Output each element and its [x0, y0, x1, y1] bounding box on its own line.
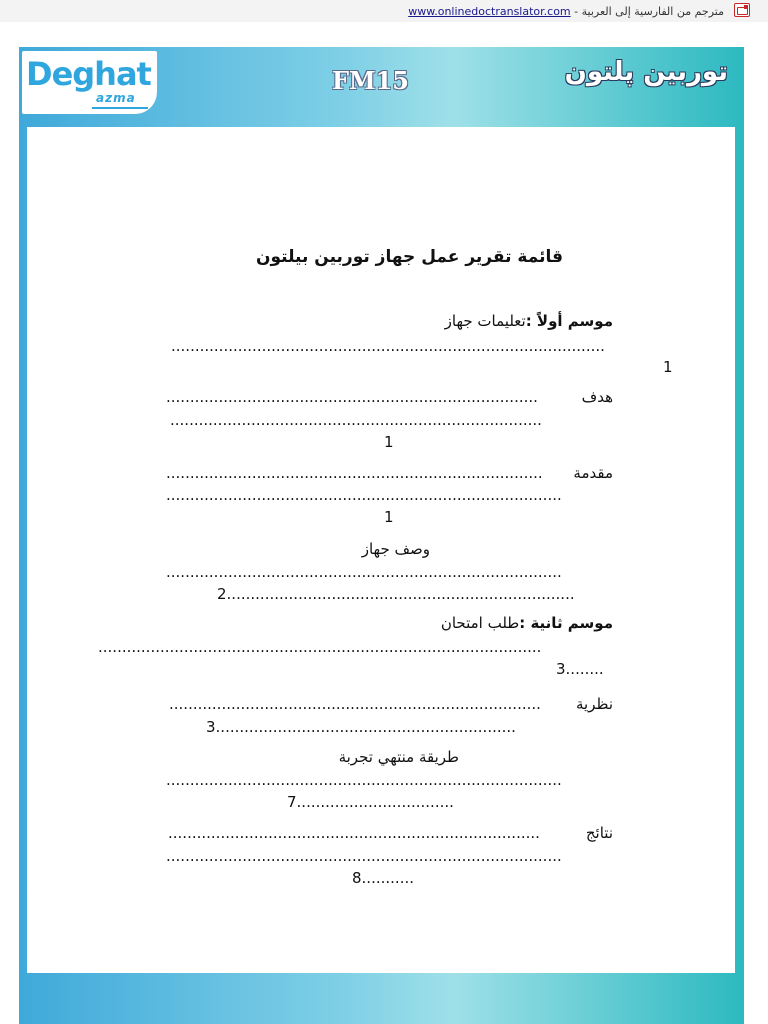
section-one-text: تعليمات جهاز [444, 312, 526, 330]
pdf-icon[interactable] [734, 3, 750, 17]
toc-dots: ................................................................................... [166, 486, 562, 504]
toc-dots: .............................................................................. [170, 411, 542, 429]
document-title: قائمة تقرير عمل جهاز توربين بيلتون [256, 247, 563, 267]
toc-page-number: 1 [663, 358, 673, 376]
toc-dots: .............................................................................. [169, 695, 541, 713]
form-code: FM15 [332, 66, 410, 95]
toc-dots: 7................................. [287, 793, 454, 811]
toc-dots: ................................................................................... [166, 847, 562, 865]
logo-wordmark: Deghat [26, 55, 151, 93]
toc-label-theory: نظرية [576, 695, 613, 713]
toc-page-number: 8........... [352, 869, 414, 887]
company-logo [22, 51, 157, 114]
toc-dots: .............................................................................. [168, 824, 540, 842]
section-two-label: موسم ثانية : [519, 614, 613, 632]
toc-label-method: طريقة منتهي تجربة [338, 748, 459, 766]
section-two-text: طلب امتحان [440, 614, 520, 632]
toc-label-goal: هدف [581, 388, 613, 406]
toc-dots: ................................................................................... [166, 771, 562, 789]
toc-label-description: وصف جهاز [361, 540, 430, 558]
translator-description: مترجم من الفارسية إلى العربية [581, 5, 724, 18]
header-title: توربين پلتون [564, 57, 728, 87]
banner-separator: - [570, 5, 582, 18]
toc-label-intro: مقدمة [573, 464, 613, 482]
section-one-label: موسم أولاً : [525, 312, 613, 330]
toc-label-results: نتائج [585, 824, 613, 842]
translator-note [408, 5, 724, 18]
toc-dots: .............................................................................. [166, 388, 538, 406]
toc-page-number: 1 [384, 433, 394, 451]
toc-dots: 2......................................................................... [217, 585, 575, 603]
toc-dots: ........................................................................................... [171, 337, 605, 355]
section-two-heading [441, 614, 613, 632]
translator-banner [0, 0, 768, 22]
section-one-heading [445, 312, 613, 330]
logo-underline [92, 107, 148, 109]
page-header [19, 47, 744, 127]
toc-page-number: 3........ [556, 660, 604, 678]
logo-subtext: azma [96, 91, 136, 105]
toc-dots: ............................................................................................. [98, 638, 542, 656]
translator-link[interactable]: www.onlinedoctranslator.com [408, 5, 571, 18]
toc-dots: 3............................................................... [206, 718, 516, 736]
toc-page-number: 1 [384, 508, 394, 526]
toc-dots: ............................................................................... [166, 464, 543, 482]
toc-dots: ................................................................................... [166, 563, 562, 581]
